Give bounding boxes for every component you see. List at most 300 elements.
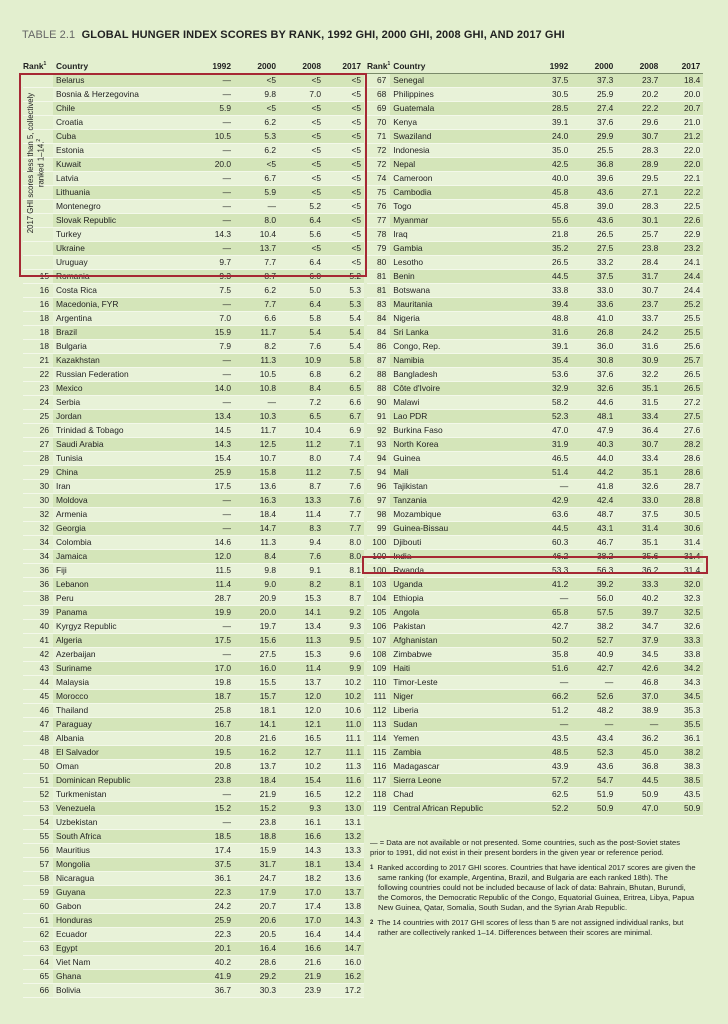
- table-label: TABLE 2.1: [22, 29, 76, 41]
- rank-header: Rank$^1$: [367, 60, 390, 74]
- score-1992-cell: 24.0: [522, 130, 571, 144]
- score-2000-cell: 10.3: [234, 410, 279, 424]
- score-2008-cell: 21.9: [279, 970, 324, 984]
- country-cell: Montenegro: [53, 200, 178, 214]
- table-row: [23, 522, 364, 536]
- score-2000-cell: 9.8: [234, 564, 279, 578]
- score-1992-cell: 17.5: [178, 480, 234, 494]
- country-cell: Mauritius: [53, 844, 178, 858]
- score-2017-cell: 13.7: [324, 886, 364, 900]
- rank-cell: 78: [367, 228, 390, 242]
- score-2000-cell: 11.3: [234, 536, 279, 550]
- country-cell: Zambia: [390, 746, 522, 760]
- score-2008-cell: 46.8: [616, 676, 661, 690]
- table-row: [23, 984, 364, 998]
- table-row: [367, 410, 703, 424]
- score-2000-cell: 15.6: [234, 634, 279, 648]
- score-1992-cell: —: [178, 508, 234, 522]
- score-2017-cell: 22.6: [661, 214, 703, 228]
- score-2000-cell: 13.6: [234, 480, 279, 494]
- rank-cell: 84: [367, 326, 390, 340]
- table-row: [23, 438, 364, 452]
- score-1992-cell: 25.8: [178, 704, 234, 718]
- score-2017-cell: 13.0: [324, 802, 364, 816]
- country-cell: North Korea: [390, 438, 522, 452]
- score-2008-cell: 18.2: [279, 872, 324, 886]
- score-2008-cell: 31.5: [616, 396, 661, 410]
- score-2017-cell: 13.8: [324, 900, 364, 914]
- score-1992-cell: 52.3: [522, 410, 571, 424]
- score-1992-cell: —: [178, 494, 234, 508]
- country-cell: Myanmar: [390, 214, 522, 228]
- rank-cell: 96: [367, 480, 390, 494]
- table-row: [23, 354, 364, 368]
- score-1992-cell: 15.9: [178, 326, 234, 340]
- score-2008-cell: 11.4: [279, 662, 324, 676]
- rank-cell: 80: [367, 256, 390, 270]
- score-2017-cell: <5: [324, 256, 364, 270]
- rank-cell: 22: [23, 368, 53, 382]
- rank-cell: 70: [367, 116, 390, 130]
- table-row: [23, 858, 364, 872]
- score-1992-cell: —: [178, 186, 234, 200]
- rank-cell: 86: [367, 340, 390, 354]
- score-1992-cell: 53.3: [522, 564, 571, 578]
- score-2008-cell: 5.0: [279, 284, 324, 298]
- table-row: [23, 480, 364, 494]
- score-1992-cell: 57.2: [522, 774, 571, 788]
- score-1992-cell: 15.4: [178, 452, 234, 466]
- country-cell: Bosnia & Herzegovina: [53, 88, 178, 102]
- score-2008-cell: 7.6: [279, 340, 324, 354]
- score-2017-cell: 31.4: [661, 550, 703, 564]
- score-2017-cell: 6.5: [324, 382, 364, 396]
- score-1992-cell: 14.3: [178, 438, 234, 452]
- year-2017-header: 2017: [324, 60, 364, 74]
- table-row: [367, 522, 703, 536]
- score-1992-cell: 24.2: [178, 900, 234, 914]
- table-row: [367, 172, 703, 186]
- score-1992-cell: —: [178, 214, 234, 228]
- score-2008-cell: 7.0: [279, 88, 324, 102]
- score-2008-cell: 44.5: [616, 774, 661, 788]
- table-row: [23, 746, 364, 760]
- table-row: [367, 312, 703, 326]
- country-cell: Moldova: [53, 494, 178, 508]
- score-2008-cell: 10.4: [279, 424, 324, 438]
- country-cell: Iran: [53, 480, 178, 494]
- rank-cell: 60: [23, 900, 53, 914]
- score-1992-cell: 26.5: [522, 256, 571, 270]
- score-2000-cell: 25.5: [571, 144, 616, 158]
- score-2017-cell: 14.4: [324, 928, 364, 942]
- table-row: [23, 466, 364, 480]
- score-2017-cell: 7.6: [324, 480, 364, 494]
- country-cell: South Africa: [53, 830, 178, 844]
- score-2017-cell: 8.0: [324, 536, 364, 550]
- table-row: [367, 536, 703, 550]
- year-1992-header: 1992: [522, 60, 571, 74]
- score-1992-cell: 28.7: [178, 592, 234, 606]
- score-1992-cell: 39.1: [522, 340, 571, 354]
- score-1992-cell: 20.8: [178, 732, 234, 746]
- score-2017-cell: 28.8: [661, 494, 703, 508]
- score-2008-cell: —: [616, 718, 661, 732]
- score-2008-cell: 36.2: [616, 564, 661, 578]
- score-1992-cell: 33.8: [522, 284, 571, 298]
- score-2017-cell: 32.0: [661, 578, 703, 592]
- country-cell: Mauritania: [390, 298, 522, 312]
- score-2008-cell: 30.7: [616, 130, 661, 144]
- score-1992-cell: 18.5: [178, 830, 234, 844]
- country-cell: Macedonia, FYR: [53, 298, 178, 312]
- rank-cell: 68: [367, 88, 390, 102]
- score-2017-cell: 26.5: [661, 382, 703, 396]
- score-2000-cell: 44.2: [571, 466, 616, 480]
- score-1992-cell: —: [522, 480, 571, 494]
- score-2017-cell: 18.4: [661, 74, 703, 88]
- score-2017-cell: 38.5: [661, 774, 703, 788]
- score-2017-cell: 7.1: [324, 438, 364, 452]
- score-2008-cell: 18.1: [279, 858, 324, 872]
- rank-cell: 108: [367, 648, 390, 662]
- score-2017-cell: <5: [324, 242, 364, 256]
- country-cell: Gabon: [53, 900, 178, 914]
- score-2000-cell: 11.7: [234, 326, 279, 340]
- score-2000-cell: 20.6: [234, 914, 279, 928]
- country-cell: Saudi Arabia: [53, 438, 178, 452]
- score-2000-cell: 52.3: [571, 746, 616, 760]
- score-2000-cell: 25.9: [571, 88, 616, 102]
- score-1992-cell: 35.2: [522, 242, 571, 256]
- table-row: [367, 508, 703, 522]
- country-cell: Jamaica: [53, 550, 178, 564]
- score-2000-cell: 23.8: [234, 816, 279, 830]
- score-2000-cell: 41.0: [571, 312, 616, 326]
- score-2008-cell: 9.4: [279, 536, 324, 550]
- score-2000-cell: <5: [234, 158, 279, 172]
- rank-cell: 57: [23, 858, 53, 872]
- table-row: [23, 340, 364, 354]
- country-cell: Madagascar: [390, 760, 522, 774]
- score-2017-cell: <5: [324, 172, 364, 186]
- rank-cell: 110: [367, 676, 390, 690]
- score-2017-cell: 38.2: [661, 746, 703, 760]
- score-2000-cell: 18.4: [234, 508, 279, 522]
- score-2017-cell: 43.5: [661, 788, 703, 802]
- score-1992-cell: 21.8: [522, 228, 571, 242]
- score-1992-cell: —: [178, 242, 234, 256]
- rank-cell: 87: [367, 354, 390, 368]
- score-2017-cell: 5.4: [324, 326, 364, 340]
- rank-cell: 81: [367, 270, 390, 284]
- country-cell: Togo: [390, 200, 522, 214]
- score-2017-cell: 35.3: [661, 704, 703, 718]
- score-2008-cell: 40.2: [616, 592, 661, 606]
- score-2008-cell: <5: [279, 158, 324, 172]
- score-2017-cell: 28.2: [661, 438, 703, 452]
- country-cell: Estonia: [53, 144, 178, 158]
- score-2008-cell: 22.2: [616, 102, 661, 116]
- table-row: [23, 606, 364, 620]
- score-2000-cell: 15.8: [234, 466, 279, 480]
- score-2000-cell: —: [234, 200, 279, 214]
- score-1992-cell: 41.9: [178, 970, 234, 984]
- score-2008-cell: 28.9: [616, 158, 661, 172]
- score-2008-cell: <5: [279, 74, 324, 88]
- country-cell: Djibouti: [390, 536, 522, 550]
- country-cell: Tajikistan: [390, 480, 522, 494]
- score-2008-cell: 14.3: [279, 844, 324, 858]
- country-cell: Fiji: [53, 564, 178, 578]
- score-2008-cell: 8.7: [279, 480, 324, 494]
- rank-cell: 18: [23, 340, 53, 354]
- footnote-2: $^2$ The 14 countries with 2017 GHI scores of less than 5 are not assigned individual ranks, but rather are collectively ranked 1–14. Differences between their scores are minimal.: [370, 918, 684, 937]
- score-2000-cell: 26.5: [571, 228, 616, 242]
- country-cell: Mexico: [53, 382, 178, 396]
- score-1992-cell: 13.4: [178, 410, 234, 424]
- score-2008-cell: 17.4: [279, 900, 324, 914]
- score-2017-cell: 8.7: [324, 592, 364, 606]
- table-row: [23, 368, 364, 382]
- score-2008-cell: 21.6: [279, 956, 324, 970]
- rank-cell: 99: [367, 522, 390, 536]
- score-2008-cell: <5: [279, 186, 324, 200]
- score-2017-cell: 12.2: [324, 788, 364, 802]
- country-cell: Nigeria: [390, 312, 522, 326]
- score-2000-cell: 7.7: [234, 298, 279, 312]
- rank-cell: 83: [367, 298, 390, 312]
- table-row: [23, 578, 364, 592]
- score-1992-cell: 19.9: [178, 606, 234, 620]
- table-row: [367, 452, 703, 466]
- table-row: [367, 214, 703, 228]
- rank-cell: 76: [367, 200, 390, 214]
- score-1992-cell: 44.5: [522, 522, 571, 536]
- score-2017-cell: 21.0: [661, 116, 703, 130]
- score-2008-cell: 6.8: [279, 368, 324, 382]
- table-row: [23, 956, 364, 970]
- score-2000-cell: 36.0: [571, 340, 616, 354]
- score-2017-cell: 7.7: [324, 508, 364, 522]
- table-row: [367, 102, 703, 116]
- score-2017-cell: 22.0: [661, 158, 703, 172]
- rank-cell: 113: [367, 718, 390, 732]
- score-1992-cell: 20.8: [178, 760, 234, 774]
- score-1992-cell: 9.3: [178, 270, 234, 284]
- score-2000-cell: 6.6: [234, 312, 279, 326]
- score-2000-cell: 10.7: [234, 452, 279, 466]
- rank-cell: 32: [23, 522, 53, 536]
- table-row: [367, 760, 703, 774]
- country-cell: Afghanistan: [390, 634, 522, 648]
- country-cell: Burkina Faso: [390, 424, 522, 438]
- rank-cell: 66: [23, 984, 53, 998]
- rank-cell: 51: [23, 774, 53, 788]
- score-1992-cell: 52.2: [522, 802, 571, 816]
- score-1992-cell: 36.7: [178, 984, 234, 998]
- rank-cell: 119: [367, 802, 390, 816]
- score-1992-cell: —: [178, 74, 234, 88]
- rank-cell: 88: [367, 382, 390, 396]
- rank-cell: 93: [367, 438, 390, 452]
- score-1992-cell: —: [178, 354, 234, 368]
- rank-cell: 29: [23, 466, 53, 480]
- table-row: [23, 788, 364, 802]
- score-2017-cell: 22.9: [661, 228, 703, 242]
- rank-cell: 23: [23, 382, 53, 396]
- score-2008-cell: 8.2: [279, 578, 324, 592]
- footnote-1: $^1$ Ranked according to 2017 GHI scores. Countries that have identical 2017 scores are given the same ranking (for example, Argentina, Brazil, and Bulgaria are each ranked 18th). The following countries could not be included because of lack of data: Bahrain, Bhutan, Burundi, the Comoros, the Democratic Republic of the Congo, Equatorial Guinea, Eritrea, Libya, Papua New Guinea, Qatar, Somalia, South Sudan, and the Syrian Arab Republic.: [370, 863, 696, 912]
- score-2008-cell: 37.5: [616, 508, 661, 522]
- score-1992-cell: —: [178, 648, 234, 662]
- score-2008-cell: 13.7: [279, 676, 324, 690]
- score-1992-cell: —: [178, 144, 234, 158]
- score-1992-cell: 31.9: [522, 438, 571, 452]
- score-2017-cell: 8.0: [324, 550, 364, 564]
- score-2017-cell: 24.4: [661, 270, 703, 284]
- score-2008-cell: 12.1: [279, 718, 324, 732]
- country-cell: Kazakhstan: [53, 354, 178, 368]
- rank-cell: 16: [23, 298, 53, 312]
- score-2000-cell: 27.5: [234, 648, 279, 662]
- country-cell: Rwanda: [390, 564, 522, 578]
- score-1992-cell: —: [178, 88, 234, 102]
- country-cell: Swaziland: [390, 130, 522, 144]
- country-cell: Liberia: [390, 704, 522, 718]
- country-cell: Timor-Leste: [390, 676, 522, 690]
- score-2008-cell: 5.8: [279, 312, 324, 326]
- score-2017-cell: 10.2: [324, 690, 364, 704]
- country-cell: Niger: [390, 690, 522, 704]
- country-cell: Turkey: [53, 228, 178, 242]
- score-2017-cell: 25.2: [661, 298, 703, 312]
- score-2000-cell: 14.1: [234, 718, 279, 732]
- score-1992-cell: 32.9: [522, 382, 571, 396]
- score-2008-cell: 38.9: [616, 704, 661, 718]
- country-cell: Haiti: [390, 662, 522, 676]
- score-1992-cell: 22.3: [178, 928, 234, 942]
- score-2017-cell: <5: [324, 88, 364, 102]
- score-2008-cell: 15.3: [279, 592, 324, 606]
- table-row: [367, 242, 703, 256]
- score-2008-cell: <5: [279, 242, 324, 256]
- rank-cell: 69: [367, 102, 390, 116]
- table-row: [23, 424, 364, 438]
- score-2000-cell: 33.6: [571, 298, 616, 312]
- score-2017-cell: 20.0: [661, 88, 703, 102]
- table-row: [23, 760, 364, 774]
- score-2000-cell: 15.7: [234, 690, 279, 704]
- table-row: [23, 732, 364, 746]
- score-2017-cell: 25.5: [661, 312, 703, 326]
- score-2017-cell: 27.6: [661, 424, 703, 438]
- table-row: [367, 746, 703, 760]
- score-2000-cell: 37.6: [571, 116, 616, 130]
- score-1992-cell: 41.2: [522, 578, 571, 592]
- rank-cell: 72: [367, 144, 390, 158]
- table-row: [23, 312, 364, 326]
- rank-cell: 34: [23, 550, 53, 564]
- score-1992-cell: 40.0: [522, 172, 571, 186]
- score-2000-cell: 33.0: [571, 284, 616, 298]
- score-2008-cell: 23.9: [279, 984, 324, 998]
- country-cell: Chile: [53, 102, 178, 116]
- table-row: [367, 354, 703, 368]
- score-2017-cell: 38.3: [661, 760, 703, 774]
- score-2017-cell: 17.2: [324, 984, 364, 998]
- table-row: [367, 270, 703, 284]
- score-2000-cell: 8.7: [234, 270, 279, 284]
- score-2008-cell: <5: [279, 116, 324, 130]
- score-2000-cell: 9.8: [234, 88, 279, 102]
- score-2000-cell: 42.4: [571, 494, 616, 508]
- score-2000-cell: 30.3: [234, 984, 279, 998]
- table-row: [367, 158, 703, 172]
- score-2008-cell: 5.2: [279, 200, 324, 214]
- country-cell: Uganda: [390, 578, 522, 592]
- score-2008-cell: 39.7: [616, 606, 661, 620]
- rank-cell: 116: [367, 760, 390, 774]
- year-2008-header: 2008: [279, 60, 324, 74]
- rank-cell: 30: [23, 480, 53, 494]
- table-row: [367, 494, 703, 508]
- table-row: [367, 606, 703, 620]
- year-1992-header: 1992: [178, 60, 234, 74]
- rank-cell: 40: [23, 620, 53, 634]
- score-1992-cell: 46.5: [522, 452, 571, 466]
- score-2000-cell: 8.4: [234, 550, 279, 564]
- score-2017-cell: 13.6: [324, 872, 364, 886]
- score-2000-cell: 57.5: [571, 606, 616, 620]
- score-2008-cell: 16.4: [279, 928, 324, 942]
- rank-cell: 55: [23, 830, 53, 844]
- table-row: [23, 592, 364, 606]
- score-1992-cell: 45.8: [522, 200, 571, 214]
- country-cell: Honduras: [53, 914, 178, 928]
- rank-cell: 59: [23, 886, 53, 900]
- table-row: [23, 872, 364, 886]
- table-row: [367, 326, 703, 340]
- score-2000-cell: 37.5: [571, 270, 616, 284]
- score-2000-cell: 6.7: [234, 172, 279, 186]
- score-2000-cell: 39.6: [571, 172, 616, 186]
- score-1992-cell: 25.9: [178, 914, 234, 928]
- table-row: [367, 480, 703, 494]
- score-2008-cell: 16.6: [279, 830, 324, 844]
- score-2000-cell: <5: [234, 74, 279, 88]
- score-2017-cell: <5: [324, 214, 364, 228]
- score-2008-cell: 15.4: [279, 774, 324, 788]
- score-2017-cell: 8.1: [324, 564, 364, 578]
- score-1992-cell: 30.5: [522, 88, 571, 102]
- score-2008-cell: 6.0: [279, 270, 324, 284]
- country-cell: Uruguay: [53, 256, 178, 270]
- score-2017-cell: 27.5: [661, 410, 703, 424]
- score-2008-cell: 16.5: [279, 788, 324, 802]
- table-row: [23, 648, 364, 662]
- country-cell: Tunisia: [53, 452, 178, 466]
- score-2017-cell: 13.1: [324, 816, 364, 830]
- rank-cell: 18: [23, 326, 53, 340]
- score-2008-cell: 6.4: [279, 214, 324, 228]
- score-2008-cell: 23.7: [616, 298, 661, 312]
- score-2008-cell: 17.0: [279, 914, 324, 928]
- score-2017-cell: <5: [324, 200, 364, 214]
- rank-cell: 115: [367, 746, 390, 760]
- rank-cell: 54: [23, 816, 53, 830]
- score-2017-cell: 7.4: [324, 452, 364, 466]
